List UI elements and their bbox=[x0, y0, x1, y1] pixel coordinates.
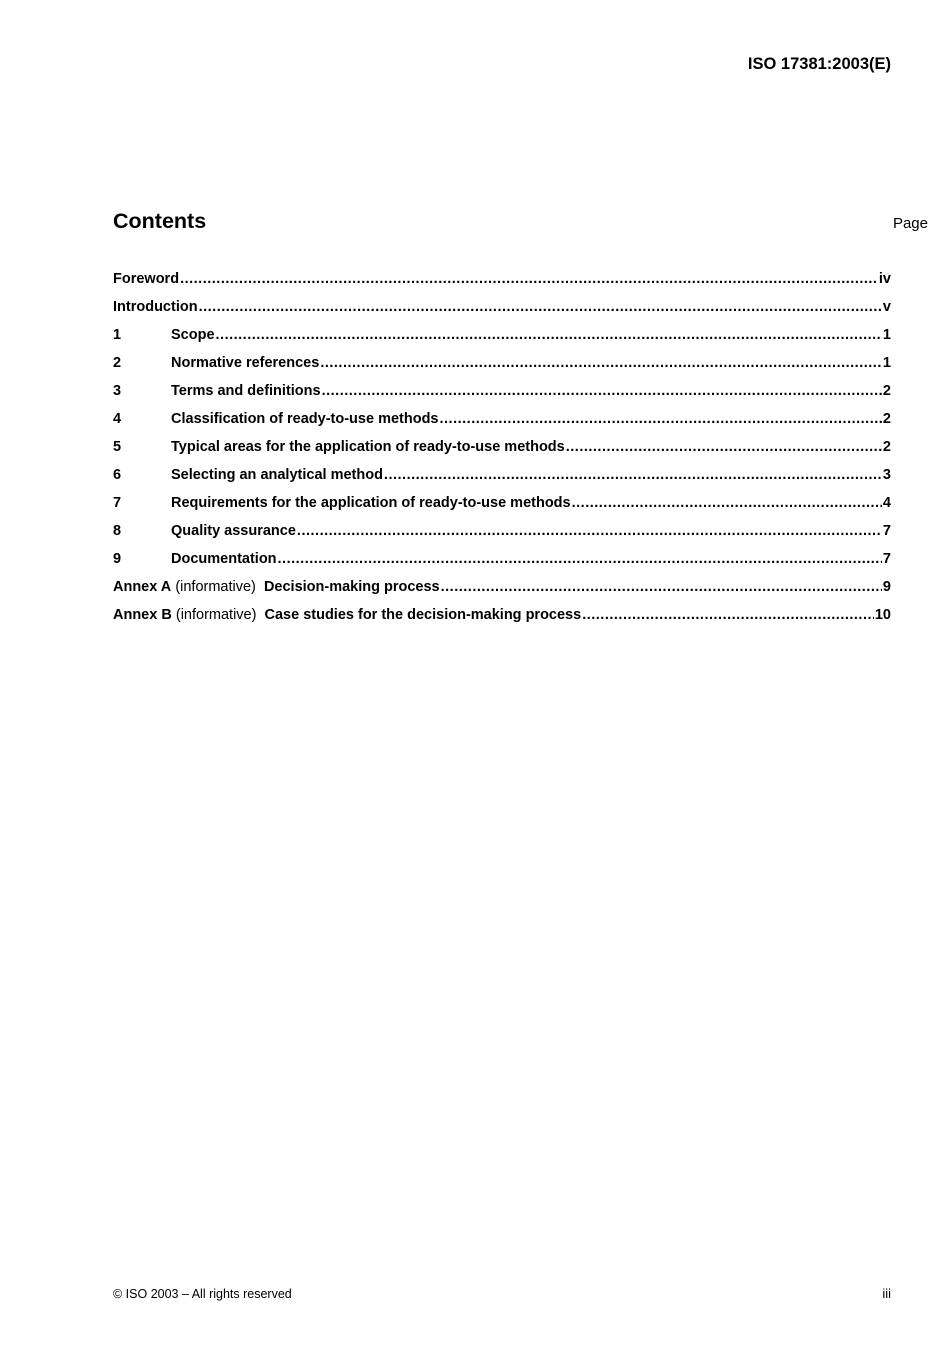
copyright-notice: © ISO 2003 – All rights reserved bbox=[113, 1287, 292, 1301]
toc-entry-page: v bbox=[882, 299, 891, 315]
toc-entry-normative-references[interactable] bbox=[113, 349, 891, 377]
dot-leader bbox=[566, 433, 882, 461]
toc-entry-title: Requirements for the application of ready-to-use methods bbox=[171, 495, 571, 511]
toc-entry-number: 3 bbox=[113, 383, 122, 399]
dot-leader bbox=[441, 573, 882, 601]
toc-entry-title: Case studies for the decision-making process bbox=[264, 607, 582, 623]
toc-entry-classification[interactable] bbox=[113, 405, 891, 433]
toc-entry-number: 2 bbox=[113, 355, 122, 371]
toc-entry-typical-areas[interactable] bbox=[113, 433, 891, 461]
dot-leader bbox=[582, 601, 874, 629]
toc-entry-number: 9 bbox=[113, 551, 122, 567]
annex-prefix bbox=[113, 573, 264, 601]
document-id: ISO 17381:2003(E) bbox=[747, 55, 891, 73]
toc-entry-number: 1 bbox=[113, 327, 122, 343]
toc-entry-title: Scope bbox=[171, 327, 215, 343]
toc-entry-page: 3 bbox=[882, 467, 891, 483]
annex-type: (informative) bbox=[175, 579, 256, 595]
toc-entry-foreword[interactable] bbox=[113, 265, 891, 293]
toc-entry-page: 4 bbox=[882, 495, 891, 511]
toc-entry-title: Normative references bbox=[171, 355, 320, 371]
toc-entry-title: Selecting an analytical method bbox=[171, 467, 383, 483]
annex-type: (informative) bbox=[175, 607, 257, 623]
toc-entry-title: Quality assurance bbox=[171, 523, 296, 539]
contents-heading: Contents bbox=[113, 209, 207, 233]
page-number: iii bbox=[882, 1286, 891, 1301]
toc-entry-page: 10 bbox=[874, 607, 891, 623]
dot-leader bbox=[216, 321, 882, 349]
toc-entry-annex-a[interactable] bbox=[113, 573, 891, 601]
dot-leader bbox=[278, 545, 882, 573]
toc-entry-page: iv bbox=[878, 271, 891, 287]
toc-entry-title: Foreword bbox=[113, 271, 180, 287]
toc-entry-number: 7 bbox=[113, 495, 122, 511]
toc-entry-number: 6 bbox=[113, 467, 122, 483]
toc-entry-terms-and-definitions[interactable] bbox=[113, 377, 891, 405]
dot-leader bbox=[572, 489, 882, 517]
toc-entry-quality-assurance[interactable] bbox=[113, 517, 891, 545]
toc-entry-title: Documentation bbox=[171, 551, 277, 567]
toc-entry-annex-b[interactable] bbox=[113, 601, 891, 629]
page-column-label: Page bbox=[892, 215, 928, 232]
annex-label: Annex B bbox=[113, 607, 172, 623]
dot-leader bbox=[322, 377, 882, 405]
toc-entry-number: 5 bbox=[113, 439, 122, 455]
toc-entry-documentation[interactable] bbox=[113, 545, 891, 573]
toc-entry-page: 9 bbox=[882, 579, 891, 595]
toc-entry-title: Typical areas for the application of ready-to-use methods bbox=[171, 439, 565, 455]
toc-entry-page: 7 bbox=[882, 523, 891, 539]
dot-leader bbox=[440, 405, 882, 433]
toc-entry-page: 1 bbox=[882, 327, 891, 343]
toc-entry-page: 2 bbox=[882, 383, 891, 399]
toc-entry-title: Decision-making process bbox=[263, 579, 440, 595]
dot-leader bbox=[320, 349, 882, 377]
table-of-contents bbox=[113, 265, 891, 629]
dot-leader bbox=[297, 517, 882, 545]
annex-label: Annex A bbox=[113, 579, 172, 595]
toc-entry-number: 4 bbox=[113, 411, 122, 427]
toc-entry-introduction[interactable] bbox=[113, 293, 891, 321]
toc-entry-title: Introduction bbox=[113, 299, 198, 315]
dot-leader bbox=[180, 265, 878, 293]
toc-entry-selecting-method[interactable] bbox=[113, 461, 891, 489]
toc-entry-page: 7 bbox=[882, 551, 891, 567]
toc-entry-page: 1 bbox=[882, 355, 891, 371]
toc-entry-page: 2 bbox=[882, 411, 891, 427]
toc-entry-requirements[interactable] bbox=[113, 489, 891, 517]
toc-entry-title: Terms and definitions bbox=[171, 383, 321, 399]
toc-entry-number: 8 bbox=[113, 523, 122, 539]
toc-entry-scope[interactable] bbox=[113, 321, 891, 349]
dot-leader bbox=[199, 293, 882, 321]
toc-entry-title: Classification of ready-to-use methods bbox=[171, 411, 439, 427]
annex-prefix bbox=[113, 601, 265, 629]
toc-entry-page: 2 bbox=[882, 439, 891, 455]
dot-leader bbox=[384, 461, 882, 489]
